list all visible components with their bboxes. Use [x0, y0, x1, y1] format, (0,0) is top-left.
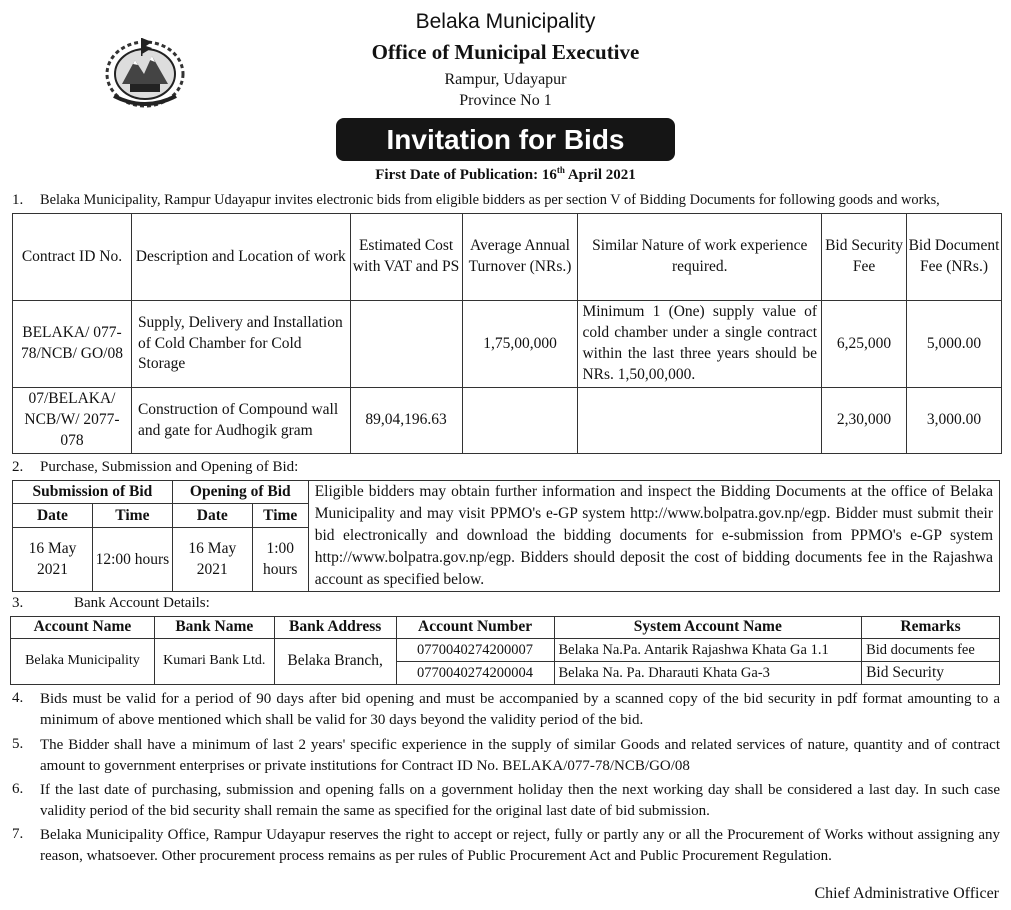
experience-required — [578, 388, 822, 454]
header-estimated-cost: Estimated Cost with VAT and PS — [350, 214, 462, 301]
contract-id: 07/BELAKA/ NCB/W/ 2077-078 — [13, 388, 132, 454]
header-system-account-name: System Account Name — [554, 617, 862, 639]
section-1-number: 1. — [12, 192, 24, 208]
header-turnover: Average Annual Turnover (NRs.) — [462, 214, 578, 301]
header-bank-name: Bank Name — [154, 617, 274, 639]
bids-table-header — [13, 214, 1002, 301]
system-account-name: Belaka Na.Pa. Antarik Rajashwa Khata Ga 1.1 — [554, 639, 862, 662]
section-1-text: Belaka Municipality, Rampur Udayapur invites electronic bids from eligible bidders as per section V of Bidding Documents for following goods and works, — [40, 192, 940, 208]
section-3-title: Bank Account Details: — [74, 595, 210, 611]
header-remarks: Remarks — [862, 617, 1000, 639]
section-5-number: 5. — [12, 736, 24, 752]
table-row — [13, 301, 1002, 388]
bid-security-fee: 2,30,000 — [822, 388, 907, 454]
office-address: Rampur, Udayapur — [444, 71, 567, 88]
bids-table — [12, 213, 1002, 454]
bank-account-table — [10, 616, 1000, 685]
office-name: Office of Municipal Executive — [371, 40, 640, 64]
bid-schedule-table — [12, 480, 1000, 592]
invitation-banner: Invitation for Bids — [336, 118, 675, 161]
estimated-cost — [350, 301, 462, 388]
section-7-number: 7. — [12, 826, 24, 842]
submission-header: Submission of Bid — [13, 481, 173, 504]
account-name: Belaka Municipality — [11, 639, 155, 685]
header-account-number: Account Number — [396, 617, 554, 639]
bid-info-text: Eligible bidders may obtain further information and inspect the Bidding Documents at the office of Belaka Municipality and may visit PPMO's e-GP system http://www.bolpatra.gov.np/egp. Bidder must submit their bid electronically and download the bidding documents for e-submission from PPMO's e-GP system http://www.bolpatra.gov.np/egp. Bidders should deposit the cost of bidding documents fee in the Rajashwa account as specified below. — [308, 481, 999, 592]
submission-date-label: Date — [13, 504, 93, 527]
section-7-text: Belaka Municipality Office, Rampur Udayapur reserves the right to accept or reject, fully or partly any or all the Procurement of Works without assigning any reason, whatsoever. Other procurement process remains as per rules of Public Procurement Act and Public Procurement Regulation. — [40, 827, 1000, 864]
header-document-fee: Bid Document Fee (NRs.) — [907, 214, 1002, 301]
annual-turnover — [462, 388, 578, 454]
remarks: Bid Security — [862, 662, 1000, 685]
publication-date-rest: April 2021 — [564, 167, 636, 183]
bid-security-fee: 6,25,000 — [822, 301, 907, 388]
province-name: Province No 1 — [459, 92, 552, 109]
municipality-name: Belaka Municipality — [415, 10, 596, 33]
section-4-number: 4. — [12, 690, 24, 706]
table-row — [11, 639, 1000, 662]
account-number: 0770040274200004 — [396, 662, 554, 685]
section-6-number: 6. — [12, 781, 24, 797]
section-6-text: If the last date of purchasing, submission and opening falls on a government holiday then the next working day shall be considered a last day. In such case validity period of the bid security shall remain the same as specified for the original last date of bid submission. — [40, 782, 1000, 819]
remarks: Bid documents fee — [862, 639, 1000, 662]
signature-title: Chief Administrative Officer — [814, 885, 999, 902]
opening-time-label: Time — [252, 504, 308, 527]
submission-date: 16 May 2021 — [13, 527, 93, 591]
publication-date-label: First Date of Publication: 16 — [375, 167, 557, 183]
header-security-fee: Bid Security Fee — [822, 214, 907, 301]
header-description: Description and Location of work — [131, 214, 350, 301]
bid-document-fee: 3,000.00 — [907, 388, 1002, 454]
bid-document-fee: 5,000.00 — [907, 301, 1002, 388]
header-experience: Similar Nature of work experience required. — [578, 214, 822, 301]
submission-time: 12:00 hours — [92, 527, 172, 591]
section-2-number: 2. — [12, 459, 24, 475]
system-account-name: Belaka Na. Pa. Dharauti Khata Ga-3 — [554, 662, 862, 685]
header-bank-address: Bank Address — [274, 617, 396, 639]
opening-time: 1:00 hours — [252, 527, 308, 591]
section-4-text: Bids must be valid for a period of 90 days after bid opening and must be accompanied by a scanned copy of the bid security in pdf format amounting to a minimum of above mentioned which shall be valid for 30 days beyond the validity period of the bid. — [40, 691, 1000, 728]
annual-turnover: 1,75,00,000 — [462, 301, 578, 388]
publication-date-suffix: th — [556, 165, 565, 175]
section-3-number: 3. — [12, 595, 24, 611]
experience-required: Minimum 1 (One) supply value of cold chamber under a single contract within the last three years should be NRs. 1,50,00,000. — [578, 301, 822, 388]
publication-date — [0, 165, 1011, 186]
section-5-text: The Bidder shall have a minimum of last 2 years' specific experience in the supply of similar Goods and related services of nature, quantity and of contract amount to government enterprises or private institutions for Contract ID No. BELAKA/077-78/NCB/GO/08 — [40, 737, 1000, 774]
work-description: Construction of Compound wall and gate for Audhogik gram — [131, 388, 350, 454]
work-description: Supply, Delivery and Installation of Cold Chamber for Cold Storage — [131, 301, 350, 388]
section-2-title: Purchase, Submission and Opening of Bid: — [40, 459, 299, 475]
estimated-cost: 89,04,196.63 — [350, 388, 462, 454]
opening-date-label: Date — [172, 504, 252, 527]
opening-header: Opening of Bid — [172, 481, 308, 504]
table-row — [13, 388, 1002, 454]
account-number: 0770040274200007 — [396, 639, 554, 662]
opening-date: 16 May 2021 — [172, 527, 252, 591]
bank-name: Kumari Bank Ltd. — [154, 639, 274, 685]
bank-address: Belaka Branch, — [274, 639, 396, 685]
header-contract-id: Contract ID No. — [13, 214, 132, 301]
header-account-name: Account Name — [11, 617, 155, 639]
submission-time-label: Time — [92, 504, 172, 527]
contract-id: BELAKA/ 077-78/NCB/ GO/08 — [13, 301, 132, 388]
